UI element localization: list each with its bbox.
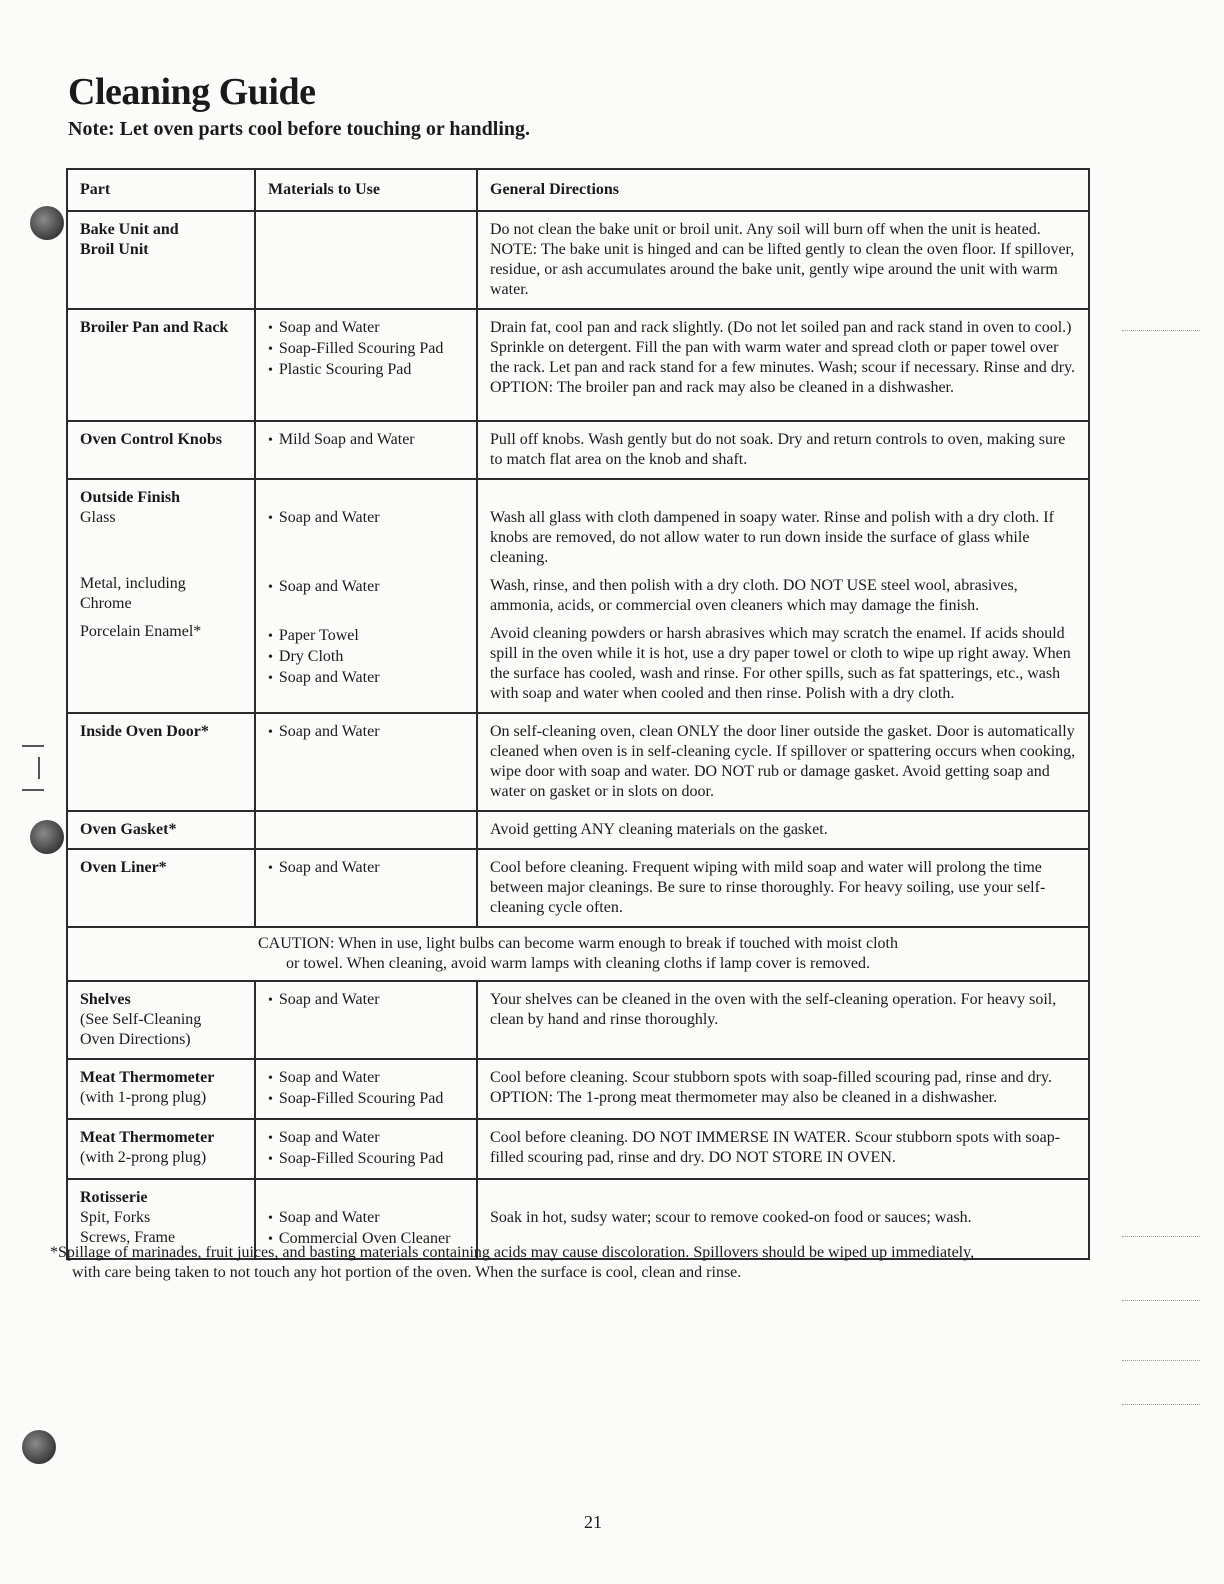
part-cell: Rotisserie Spit, Forks Screws, Frame	[67, 1179, 255, 1259]
material-item: • Paper Towel	[268, 626, 466, 647]
scan-edge-line	[1122, 1300, 1200, 1301]
materials-cell	[255, 811, 477, 849]
part-cell: Outside Finish Glass Metal, including Chrome Porcelain Enamel*	[67, 479, 255, 713]
binder-hole-top	[30, 206, 64, 240]
header-part: Part	[67, 169, 255, 211]
header-directions: General Directions	[477, 169, 1089, 211]
header-materials: Materials to Use	[255, 169, 477, 211]
cleaning-table	[66, 168, 1090, 1260]
material-item: • Soap and Water	[268, 508, 466, 529]
part-cell: Oven Control Knobs	[67, 421, 255, 479]
directions-cell: Pull off knobs. Wash gently but do not soak. Dry and return controls to oven, making sure to match flat area on the knob and shaft.	[477, 421, 1089, 479]
materials-cell	[255, 849, 477, 927]
material-item: • Soap and Water	[268, 990, 466, 1011]
material-item: • Soap and Water	[268, 577, 466, 598]
directions-cell: On self-cleaning oven, clean ONLY the door liner outside the gasket. Door is automatically cleaned when oven is in self-cleaning cycle. If spillover or spattering occurs when cooking, wipe door with soap and water. DO NOT rub or damage gasket. Avoid getting soap and water on gasket or in slots on door.	[477, 713, 1089, 811]
material-item: • Soap-Filled Scouring Pad	[268, 1149, 466, 1170]
material-item: • Dry Cloth	[268, 647, 466, 668]
material-item: • Soap and Water	[268, 318, 466, 339]
directions-cell: Cool before cleaning. DO NOT IMMERSE IN WATER. Scour stubborn spots with soap-filled scouring pad, rinse and dry. DO NOT STORE IN OVEN.	[477, 1119, 1089, 1179]
directions-cell: Soak in hot, sudsy water; scour to remove cooked-on food or sauces; wash.	[477, 1179, 1089, 1259]
table-row	[67, 849, 1089, 927]
material-item: • Soap-Filled Scouring Pad	[268, 339, 466, 360]
material-item: • Mild Soap and Water	[268, 430, 466, 451]
material-item: • Soap and Water	[268, 1208, 466, 1229]
directions-cell: Do not clean the bake unit or broil unit. Any soil will burn off when the unit is heated. NOTE: The bake unit is hinged and can be lifted gently to clean the oven floor. If spillover, residue, or ash accumulates around the bake unit, gently wipe around the unit with warm water.	[477, 211, 1089, 309]
part-cell: Meat Thermometer (with 1-prong plug)	[67, 1059, 255, 1119]
margin-mark	[22, 745, 44, 747]
directions-cell: Wash all glass with cloth dampened in soapy water. Rinse and polish with a dry cloth. If knobs are removed, do not allow water to run down inside the surface of glass while cleaning. Wash, rinse, and then polish with a dry cloth. DO NOT USE steel wool, abrasives, ammonia, acids, or commercial oven cleaners which may damage the finish. Avoid cleaning powders or harsh abrasives which may scratch the enamel. If acids should spill in the oven while it is hot, use a dry paper towel or cloth to wipe up right away. When the surface has cooled, wash and rinse. For other spills, such as fat spatterings, etc., wash with soap and water when cooled and then rinse. Polish with a dry cloth.	[477, 479, 1089, 713]
table-header-row	[67, 169, 1089, 211]
materials-cell	[255, 479, 477, 713]
table-row	[67, 1059, 1089, 1119]
table-row	[67, 1119, 1089, 1179]
directions-cell: Drain fat, cool pan and rack slightly. (Do not let soiled pan and rack stand in oven to cool.) Sprinkle on detergent. Fill the pan with warm water and spread cloth or paper towel over the rack. Let pan and rack stand for a few minutes. Wash; scour if necessary. Rinse and dry. OPTION: The broiler pan and rack may also be cleaned in a dishwasher.	[477, 309, 1089, 421]
table-row	[67, 811, 1089, 849]
materials-cell	[255, 1119, 477, 1179]
part-cell: Oven Gasket*	[67, 811, 255, 849]
scan-edge-line	[1122, 330, 1200, 331]
page-note: Note: Let oven parts cool before touching or handling.	[68, 118, 531, 140]
binder-hole-middle	[30, 820, 64, 854]
page-title: Cleaning Guide	[68, 71, 316, 113]
material-item: • Soap and Water	[268, 722, 466, 743]
materials-cell	[255, 211, 477, 309]
material-item: • Soap and Water	[268, 858, 466, 879]
footnote: *Spillage of marinades, fruit juices, and basting materials containing acids may cause discoloration. Spillovers should be wiped up immediately, with care being taken to not touch any hot portion of the oven. When the surface is cool, clean and rinse.	[50, 1244, 975, 1281]
part-cell: Inside Oven Door*	[67, 713, 255, 811]
scan-edge-line	[1122, 1236, 1200, 1237]
page-number: 21	[584, 1512, 602, 1532]
materials-cell	[255, 1059, 477, 1119]
margin-mark	[38, 757, 40, 779]
material-item: • Plastic Scouring Pad	[268, 360, 466, 381]
scan-edge-line	[1122, 1360, 1200, 1361]
material-item: • Soap and Water	[268, 1068, 466, 1089]
material-item: • Commercial Oven Cleaner	[268, 1229, 466, 1250]
table-row	[67, 479, 1089, 713]
scan-edge-line	[1122, 1404, 1200, 1405]
materials-cell	[255, 981, 477, 1059]
materials-cell	[255, 309, 477, 421]
directions-cell: Avoid getting ANY cleaning materials on the gasket.	[477, 811, 1089, 849]
margin-mark	[22, 789, 44, 791]
binder-hole-bottom	[22, 1430, 56, 1464]
caution-cell: CAUTION: When in use, light bulbs can become warm enough to break if touched with moist cloth or towel. When cleaning, avoid warm lamps with cleaning cloths if lamp cover is removed.	[67, 927, 1089, 981]
directions-cell: Your shelves can be cleaned in the oven with the self-cleaning operation. For heavy soil, clean by hand and rinse thoroughly.	[477, 981, 1089, 1059]
part-cell: Bake Unit and Broil Unit	[67, 211, 255, 309]
part-cell: Meat Thermometer (with 2-prong plug)	[67, 1119, 255, 1179]
part-cell: Oven Liner*	[67, 849, 255, 927]
caution-row	[67, 927, 1089, 981]
materials-cell	[255, 713, 477, 811]
table-row	[67, 421, 1089, 479]
part-cell: Shelves (See Self-Cleaning Oven Directions)	[67, 981, 255, 1059]
material-item: • Soap-Filled Scouring Pad	[268, 1089, 466, 1110]
material-item: • Soap and Water	[268, 668, 466, 689]
table-row	[67, 211, 1089, 309]
part-cell: Broiler Pan and Rack	[67, 309, 255, 421]
material-item: • Soap and Water	[268, 1128, 466, 1149]
directions-cell: Cool before cleaning. Frequent wiping with mild soap and water will prolong the time between major cleanings. Be sure to rinse thoroughly. For heavy soiling, use your self-cleaning cycle often.	[477, 849, 1089, 927]
table-row	[67, 713, 1089, 811]
materials-cell	[255, 421, 477, 479]
table-row	[67, 309, 1089, 421]
directions-cell: Cool before cleaning. Scour stubborn spots with soap-filled scouring pad, rinse and dry. OPTION: The 1-prong meat thermometer may also be cleaned in a dishwasher.	[477, 1059, 1089, 1119]
table-row	[67, 981, 1089, 1059]
